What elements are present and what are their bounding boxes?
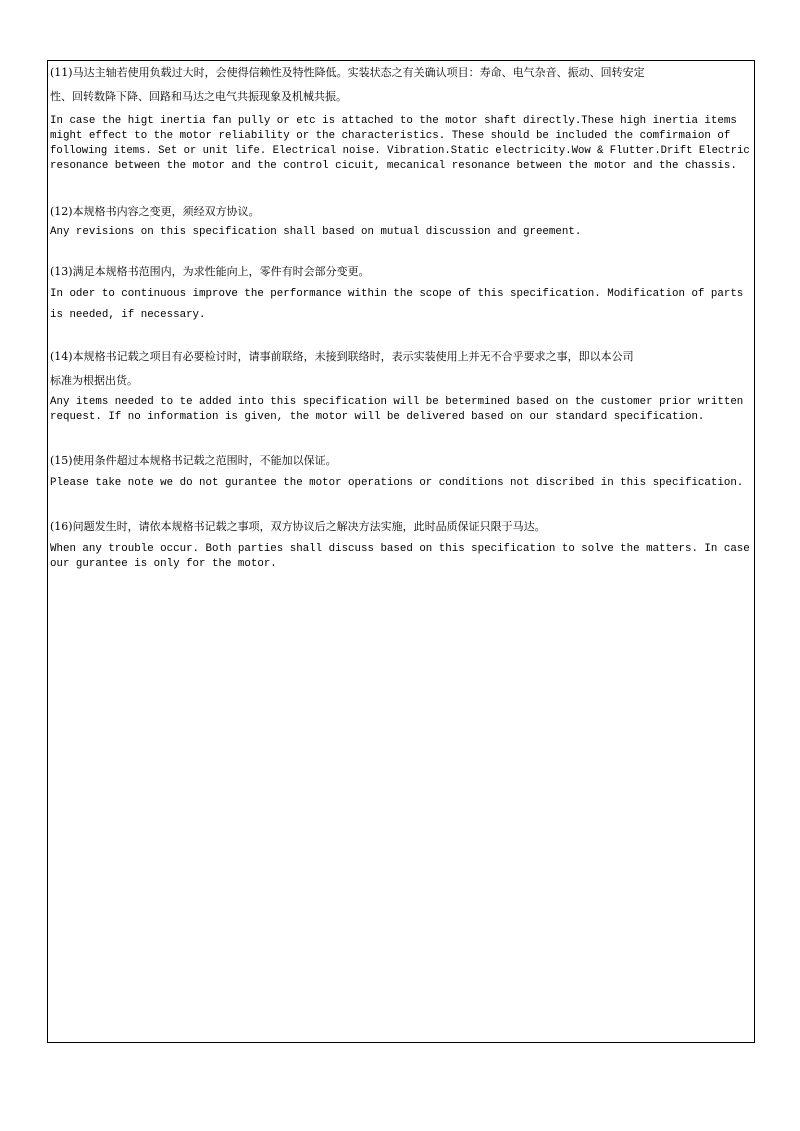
section-11-en-line-3: following items. Set or unit life. Electrical noise. Vibration.Static electricity.Wow & Flutter.Drift Electric	[50, 145, 750, 157]
section-16-en-line-1: When any trouble occur. Both parties shall discuss based on this specification to solve the matters. In case	[50, 543, 750, 555]
section-12-en-line-1: Any revisions on this specification shall based on mutual discussion and greement.	[50, 226, 582, 238]
section-15-en-line-1: Please take note we do not gurantee the motor operations or conditions not discribed in this specification.	[50, 477, 744, 489]
section-13-en-line-2: is needed, if necessary.	[50, 309, 206, 321]
section-12-cn-line-1: (12)本规格书内容之变更，须经双方协议。	[50, 205, 260, 218]
section-16-en-line-2: our gurantee is only for the motor.	[50, 558, 277, 570]
section-11-cn-line-1: (11)马达主轴若使用负载过大时，会使得信赖性及特性降低。实装状态之有关确认项目：寿命、电气杂音、振动、回转安定	[50, 66, 645, 79]
section-11-en-line-4: resonance between the motor and the control cicuit, mecanical resonance between the motor and the chassis.	[50, 160, 737, 172]
section-15-cn-line-1: (15)使用条件超过本规格书记载之范围时，不能加以保证。	[50, 454, 337, 467]
section-13-en-line-1: In oder to continuous improve the performance within the scope of this specification. Modification of parts	[50, 288, 744, 300]
section-13-cn-line-1: (13)满足本规格书范围内，为求性能向上，零件有时会部分变更。	[50, 265, 370, 278]
section-14-en-line-2: request. If no information is given, the motor will be delivered based on our standard specification.	[50, 411, 705, 423]
section-11-en-line-1: In case the higt inertia fan pully or etc is attached to the motor shaft directly.These high inertia items	[50, 115, 737, 127]
section-14-cn-line-1: (14)本规格书记载之项目有必要检讨时，请事前联络，未接到联络时，表示实装使用上并无不合乎要求之事，即以本公司	[50, 350, 634, 363]
section-11-cn-line-2: 性、回转数降下降、回路和马达之电气共振现象及机械共振。	[50, 90, 347, 103]
section-14-en-line-1: Any items needed to te added into this specification will be betermined based on the customer prior written	[50, 396, 744, 408]
section-11-en-line-2: might effect to the motor reliability or the characteristics. These should be included the comfirmaion of	[50, 130, 731, 142]
section-16-cn-line-1: (16)问题发生时，请依本规格书记载之事项，双方协议后之解决方法实施，此时品质保证只限于马达。	[50, 520, 546, 533]
section-14-cn-line-2: 标准为根据出货。	[50, 374, 138, 387]
